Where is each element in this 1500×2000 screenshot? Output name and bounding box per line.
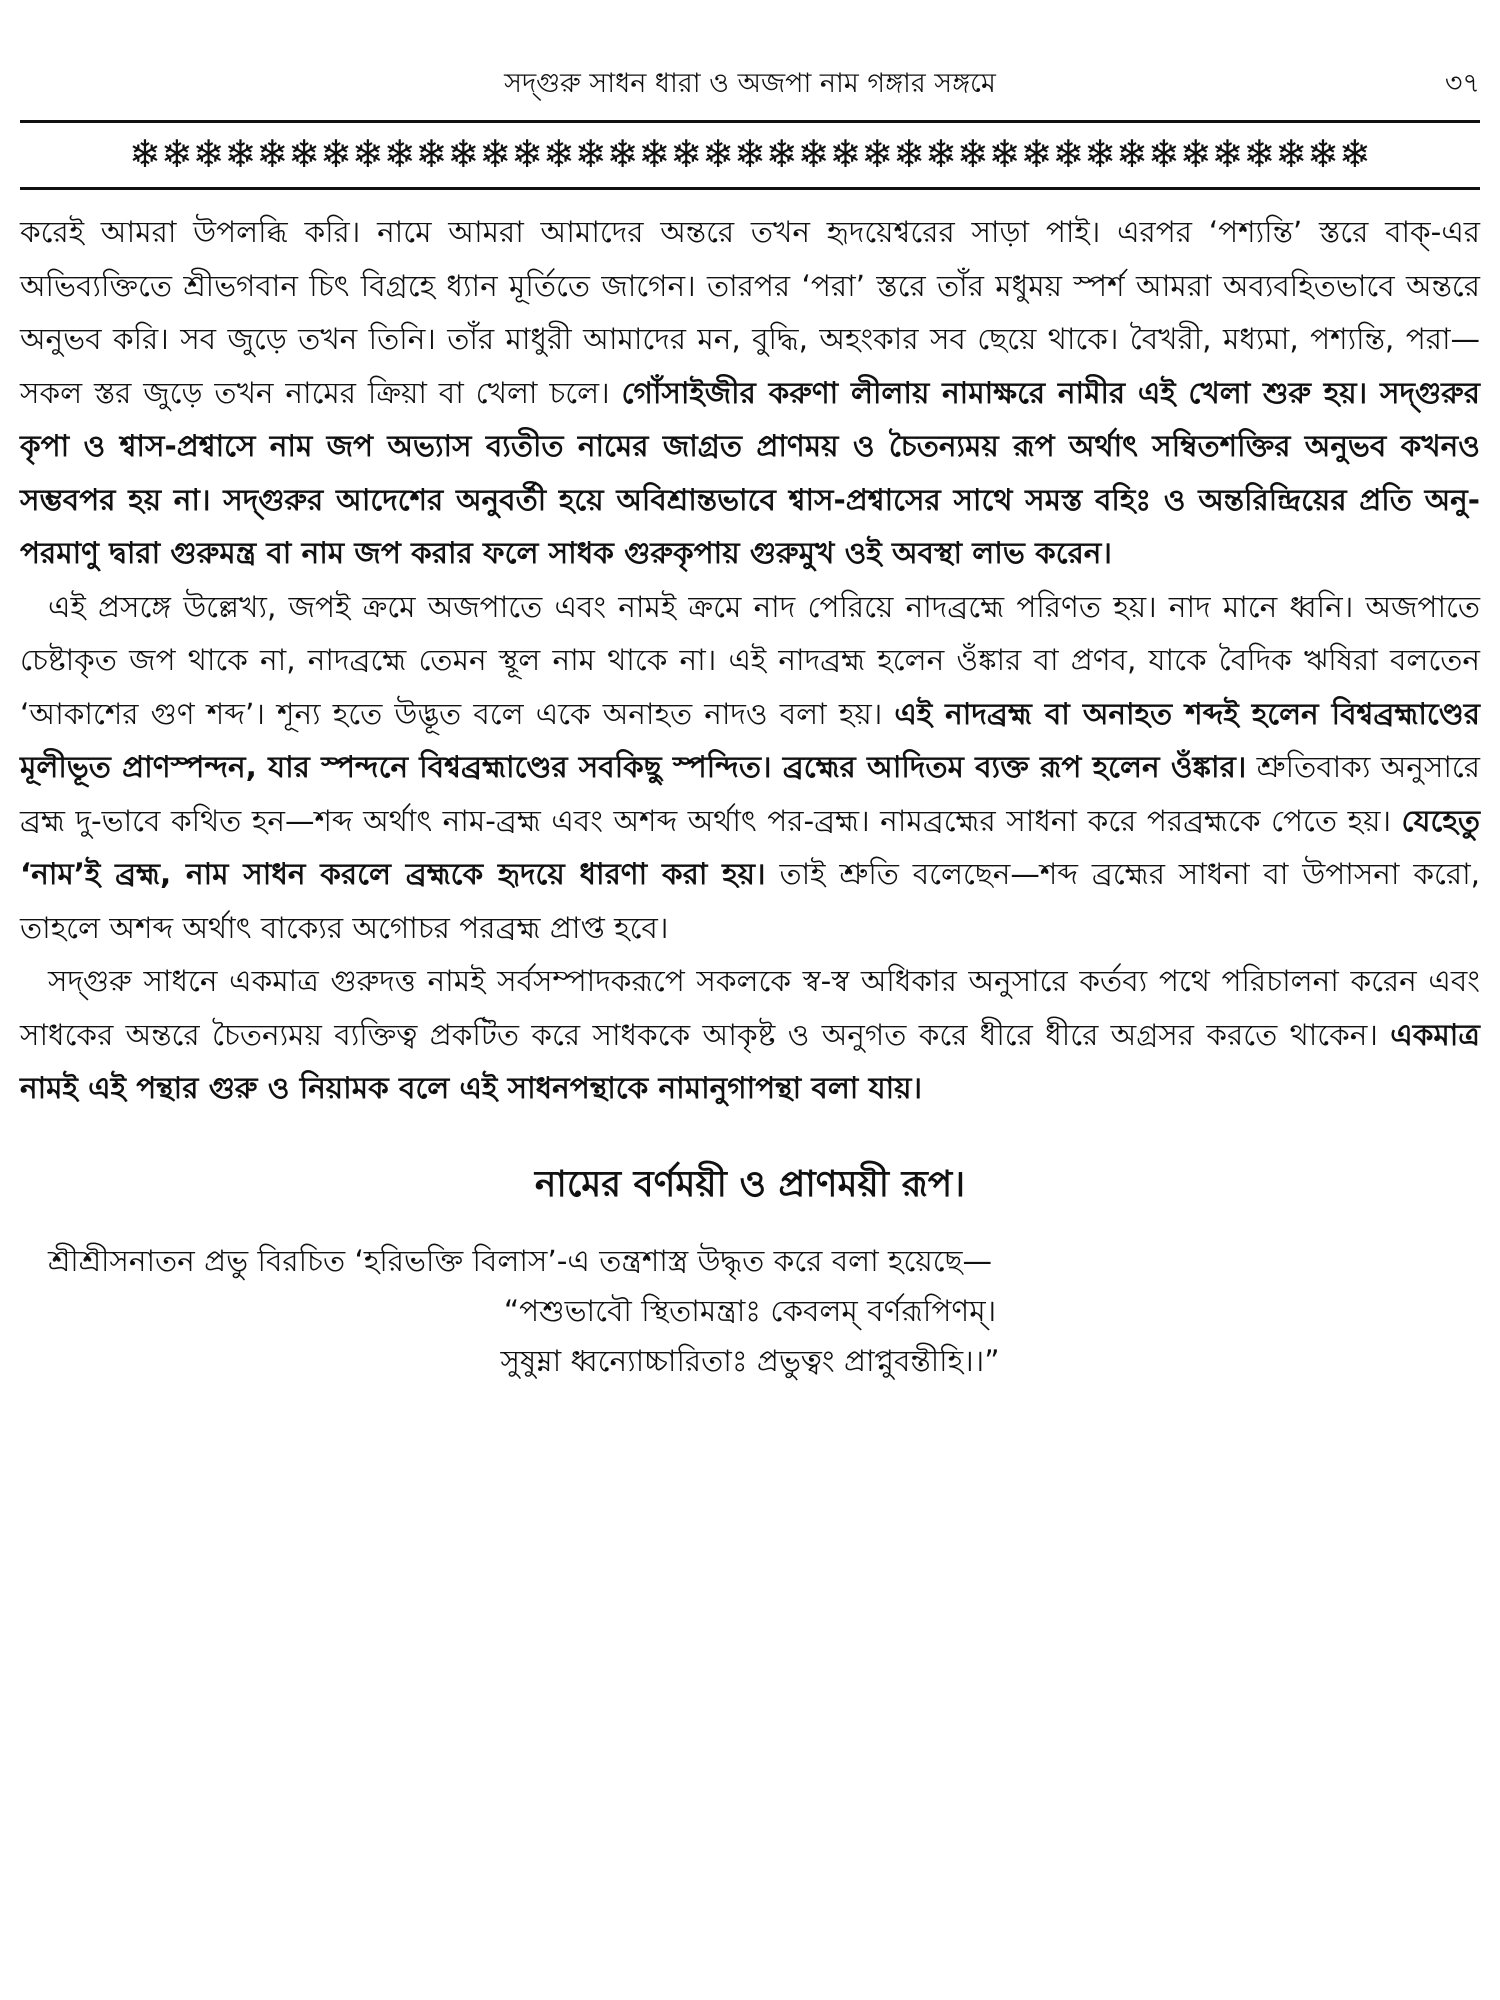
paragraph-3-bold: একমাত্র নামই এই পন্থার গুরু ও নিয়ামক বলে এই সাধনপন্থাকে নামানুগাপন্থা বলা যায়। — [20, 1017, 1480, 1105]
paragraph-1 — [20, 206, 1480, 581]
page-number: ৩৭ — [1444, 68, 1480, 99]
paragraph-2-bold-a: এই নাদব্রহ্ম বা অনাহত শব্দই হলেন বিশ্বব্রহ্মাণ্ডের মূলীভূত প্রাণস্পন্দন, যার স্পন্দনে বিশ্বব্রহ্মাণ্ডের সবকিছু স্পন্দিত। ব্রহ্মের আদিতম ব্যক্ত রূপ হলেন ওঁঙ্কার। — [20, 696, 1480, 784]
paragraph-2 — [20, 581, 1480, 956]
paragraph-2-text-c: তাই শ্রুতি বলেছেন—শব্দ ব্রহ্মের সাধনা বা উপাসনা করো, তাহলে অশব্দ অর্থাৎ বাক্যের অগোচর পরব্রহ্ম প্রাপ্ত হবে। — [20, 857, 1480, 945]
paragraph-3-text: সদ্‌গুরু সাধনে একমাত্র গুরুদত্ত নামই সর্বসম্পাদকরূপে সকলকে স্ব-স্ব অধিকার অনুসারে কর্তব্য পথে পরিচালনা করেন এবং সাধকের অন্তরে চৈতন্যময় ব্যক্তিত্ব প্রকটিত করে সাধককে আকৃষ্ট ও অনুগত করে ধীরে ধীরে অগ্রসর করতে থাকেন। — [20, 964, 1480, 1052]
paragraph-1-bold: গোঁসাইজীর করুণা লীলায় নামাক্ষরে নামীর এই খেলা শুরু হয়। সদ্‌গুরুর কৃপা ও শ্বাস-প্রশ্বাসে নাম জপ অভ্যাস ব্যতীত নামের জাগ্রত প্রাণময় ও চৈতন্যময় রূপ অর্থাৎ সম্বিতশক্তির অনুভব কখনও সম্ভবপর হয় না। সদ্‌গুরুর আদেশের অনুবর্তী হয়ে অবিশ্রান্তভাবে শ্বাস-প্রশ্বাসের সাথে সমস্ত বহিঃ ও অন্তরিন্দ্রিয়ের প্রতি অনু-পরমাণু দ্বারা গুরুমন্ত্র বা নাম জপ করার ফলে সাধক গুরুকৃপায় গুরুমুখ ওই অবস্থা লাভ করেন। — [20, 375, 1480, 570]
verse-line-2: সুষুম্না ধ্বন্যোচ্চারিতাঃ প্রভুত্বং প্রাপ্নুবন্তীহি।।” — [500, 1343, 1000, 1378]
verse-line-1: “পশুভাবৌ স্থিতামন্ত্রাঃ কেবলম্ বর্ণরূপিণম্। — [503, 1293, 997, 1328]
running-title: সদ্‌গুরু সাধন ধারা ও অজপা নাম গঙ্গার সঙ্গমে — [504, 68, 996, 99]
paragraph-2-text-a: এই প্রসঙ্গে উল্লেখ্য, জপই ক্রমে অজপাতে এবং নামই ক্রমে নাদ পেরিয়ে নাদব্রহ্মে পরিণত হয়। নাদ মানে ধ্বনি। অজপাতে চেষ্টাকৃত জপ থাকে না, নাদব্রহ্মে তেমন স্থূল নাম থাকে না। এই নাদব্রহ্ম হলেন ওঁঙ্কার বা প্রণব, যাকে বৈদিক ঋষিরা বলতেন ‘আকাশের গুণ শব্দ’। শূন্য হতে উদ্ভূত বলে একে অনাহত নাদও বলা হয়। — [20, 589, 1480, 731]
paragraph-1-text: করেই আমরা উপলব্ধি করি। নামে আমরা আমাদের অন্তরে তখন হৃদয়েশ্বরের সাড়া পাই। এরপর ‘পশ্যন্তি’ স্তরে বাক্-এর অভিব্যক্তিতে শ্রীভগবান চিৎ বিগ্রহে ধ্যান মূর্তিতে জাগেন। তারপর ‘পরা’ স্তরে তাঁর মধুময় স্পর্শ আমরা অব্যবহিতভাবে অন্তরে অনুভব করি। সব জুড়ে তখন তিনি। তাঁর মাধুরী আমাদের মন, বুদ্ধি, অহংকার সব ছেয়ে থাকে। বৈখরী, মধ্যমা, পশ্যন্তি, পরা—সকল স্তর জুড়ে তখন নামের ক্রিয়া বা খেলা চলে। — [20, 215, 1480, 410]
main-text — [20, 206, 1480, 1116]
section-heading: নামের বর্ণময়ী ও প্রাণময়ী রূপ। — [534, 1163, 966, 1205]
running-header — [20, 60, 1480, 108]
paragraph-3 — [20, 955, 1480, 1116]
paragraph-2-text-b: শ্রুতিবাক্য অনুসারে ব্রহ্ম দু-ভাবে কথিত হন—শব্দ অর্থাৎ নাম-ব্রহ্ম এবং অশব্দ অর্থাৎ পর-ব্রহ্ম। নামব্রহ্মের সাধনা করে পরব্রহ্মকে পেতে হয়। — [20, 750, 1480, 838]
paragraph-2-bold-b: যেহেতু ‘নাম’ই ব্রহ্ম, নাম সাধন করলে ব্রহ্মকে হৃদয়ে ধারণা করা হয়। — [20, 803, 1480, 891]
ornamental-divider — [20, 120, 1480, 190]
book-page — [20, 60, 1480, 1386]
section-intro: শ্রীশ্রীসনাতন প্রভু বিরচিত ‘হরিভক্তি বিলাস’-এ তন্ত্রশাস্ত্র উদ্ধৃত করে বলা হয়েছে— — [48, 1243, 993, 1278]
snowflake-ornament-icon: ❄❄❄❄❄❄❄❄❄❄❄❄❄❄❄❄❄❄❄❄❄❄❄❄❄❄❄❄❄❄❄❄❄❄❄❄❄❄❄ — [129, 132, 1371, 176]
